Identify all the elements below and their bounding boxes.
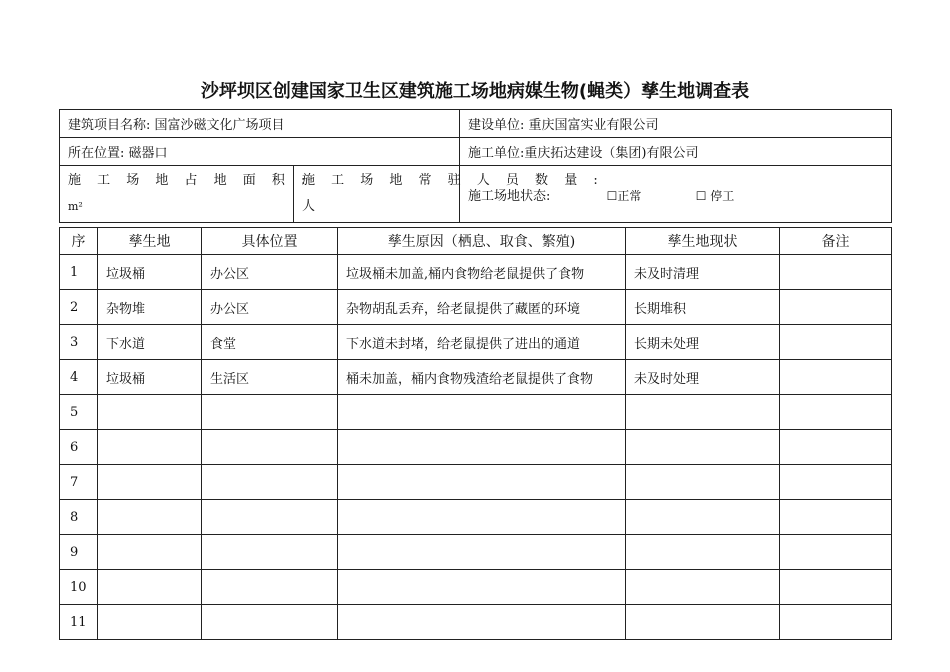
cell-note — [780, 605, 892, 640]
builder: 建设单位: 重庆国富实业有限公司 — [460, 110, 892, 138]
location: 所在位置: 磁器口 — [60, 138, 460, 166]
cell-note — [780, 360, 892, 395]
cell-reason: 垃圾桶未加盖,桶内食物给老鼠提供了食物 — [338, 255, 626, 290]
col-header-note: 备注 — [780, 228, 892, 255]
cell-place — [202, 430, 338, 465]
table-row — [60, 325, 892, 360]
cell-status: 长期堆积 — [626, 290, 780, 325]
cell-reason — [338, 430, 626, 465]
status-stopped-checkbox[interactable]: ☐ 停工 — [695, 188, 735, 203]
table-row — [60, 290, 892, 325]
staff-label: 施 工 场 地 常 驻 人 员 数 量 : — [302, 173, 604, 188]
cell-note — [780, 430, 892, 465]
cell-note — [780, 535, 892, 570]
col-header-no: 序 — [60, 228, 98, 255]
cell-note — [780, 500, 892, 535]
table-row — [60, 500, 892, 535]
cell-site — [98, 500, 202, 535]
cell-reason: 杂物胡乱丢弃，给老鼠提供了藏匿的环境 — [338, 290, 626, 325]
area-cell — [60, 166, 312, 223]
cell-reason — [338, 535, 626, 570]
cell-place — [202, 500, 338, 535]
cell-site — [98, 430, 202, 465]
cell-site: 垃圾桶 — [98, 255, 202, 290]
contractor: 施工单位:重庆拓达建设（集团)有限公司 — [460, 138, 892, 166]
cell-status: 长期未处理 — [626, 325, 780, 360]
table-row — [60, 395, 892, 430]
cell-reason: 桶未加盖，桶内食物残渣给老鼠提供了食物 — [338, 360, 626, 395]
cell-reason — [338, 605, 626, 640]
col-header-place: 具体位置 — [202, 228, 338, 255]
row-number: 11 — [60, 605, 98, 640]
cell-note — [780, 465, 892, 500]
cell-note — [780, 325, 892, 360]
cell-status — [626, 500, 780, 535]
info-row-2 — [60, 138, 892, 166]
project-name: 建筑项目名称: 国富沙磁文化广场项目 — [60, 110, 460, 138]
staff-unit: 人 — [302, 199, 316, 214]
cell-place — [202, 605, 338, 640]
cell-reason — [338, 395, 626, 430]
cell-note — [780, 395, 892, 430]
info-row-3 — [60, 166, 892, 223]
cell-place: 生活区 — [202, 360, 338, 395]
row-number: 5 — [60, 395, 98, 430]
table-row — [60, 360, 892, 395]
cell-place: 办公区 — [202, 290, 338, 325]
cell-status — [626, 570, 780, 605]
info-table — [59, 109, 892, 223]
cell-note — [780, 255, 892, 290]
row-number: 10 — [60, 570, 98, 605]
row-number: 1 — [60, 255, 98, 290]
col-header-reason: 孳生原因（栖息、取食、繁殖) — [338, 228, 626, 255]
table-row — [60, 430, 892, 465]
cell-note — [780, 290, 892, 325]
row-number: 4 — [60, 360, 98, 395]
row-number: 6 — [60, 430, 98, 465]
area-unit: m² — [68, 200, 83, 213]
row-number: 8 — [60, 500, 98, 535]
cell-reason: 下水道未封堵，给老鼠提供了进出的通道 — [338, 325, 626, 360]
cell-place: 办公区 — [202, 255, 338, 290]
row-number: 3 — [60, 325, 98, 360]
table-row — [60, 535, 892, 570]
cell-site: 杂物堆 — [98, 290, 202, 325]
cell-place — [202, 465, 338, 500]
cell-status: 未及时清理 — [626, 255, 780, 290]
row-number: 7 — [60, 465, 98, 500]
row-number: 2 — [60, 290, 98, 325]
cell-reason — [338, 500, 626, 535]
cell-reason — [338, 465, 626, 500]
table-header — [60, 228, 892, 255]
status-normal-checkbox[interactable]: ☐正常 — [606, 188, 642, 203]
cell-site — [98, 570, 202, 605]
cell-status — [626, 535, 780, 570]
cell-note — [780, 570, 892, 605]
cell-site — [98, 395, 202, 430]
cell-place: 食堂 — [202, 325, 338, 360]
cell-site: 垃圾桶 — [98, 360, 202, 395]
cell-site: 下水道 — [98, 325, 202, 360]
cell-status — [626, 430, 780, 465]
area-label: 施 工 场 地 占 地 面 积 : — [68, 173, 312, 188]
cell-site — [98, 605, 202, 640]
table-row — [60, 605, 892, 640]
table-row — [60, 255, 892, 290]
table-row — [60, 465, 892, 500]
cell-status — [626, 395, 780, 430]
info-row-1 — [60, 110, 892, 138]
cell-place — [202, 535, 338, 570]
col-header-status: 孳生地现状 — [626, 228, 780, 255]
survey-table — [59, 227, 892, 640]
cell-status — [626, 605, 780, 640]
cell-place — [202, 570, 338, 605]
row-number: 9 — [60, 535, 98, 570]
status-label: 施工场地状态: — [468, 188, 551, 204]
cell-reason — [338, 570, 626, 605]
cell-status — [626, 465, 780, 500]
cell-site — [98, 535, 202, 570]
cell-site — [98, 465, 202, 500]
col-header-site: 孳生地 — [98, 228, 202, 255]
cell-place — [202, 395, 338, 430]
table-row — [60, 570, 892, 605]
cell-status: 未及时处理 — [626, 360, 780, 395]
page-title: 沙坪坝区创建国家卫生区建筑施工场地病媒生物(蝇类）孳生地调查表 — [200, 81, 750, 102]
